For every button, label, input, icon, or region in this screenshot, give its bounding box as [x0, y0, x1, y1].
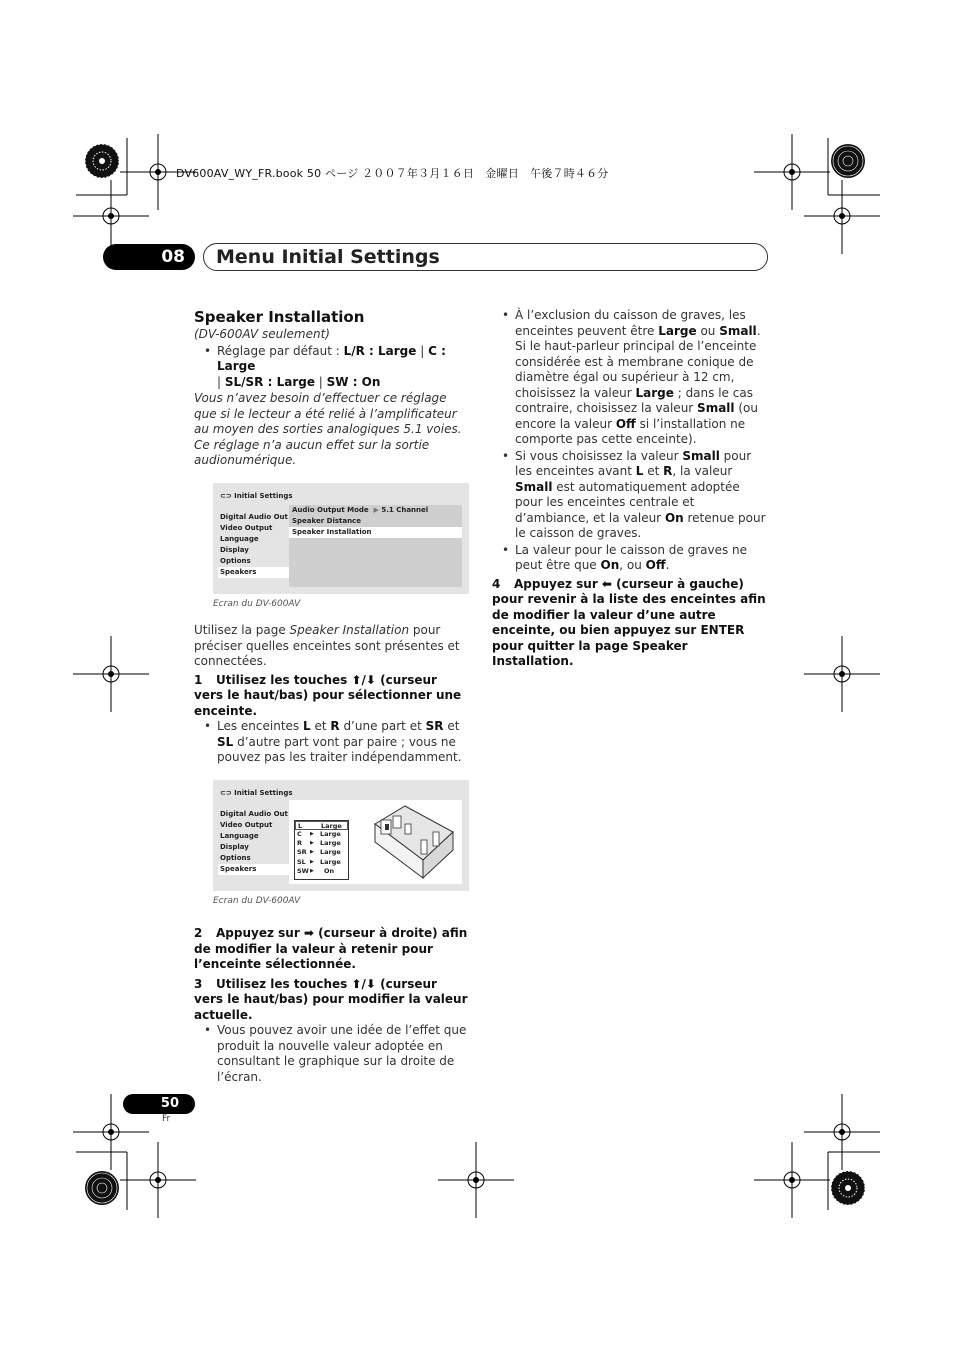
right-column [492, 308, 768, 670]
screen-title: ⊂⊃ Initial Settings [220, 491, 293, 500]
screen-left-menu: Digital Audio Out Video Output Language Display Options Speakers [220, 809, 288, 873]
left-column [194, 308, 470, 1085]
page-language: Fr [162, 1114, 171, 1124]
screen-left-menu: Digital Audio Out Video Output Language Display Options Speakers [220, 512, 288, 576]
speaker-table [294, 820, 349, 880]
speaker-row: SL ▶ Large [297, 857, 341, 866]
speaker-row: R ▶ Large [297, 839, 341, 848]
speaker-installation-panel [289, 800, 462, 884]
section-title: Speaker Installation [194, 308, 365, 326]
arrow-right-icon: ▶ [373, 505, 379, 514]
speaker-row: SW ▶ On [297, 866, 335, 875]
chapter-number: 08 [103, 244, 195, 270]
right-bullet-2: • Si vous choisissez la valeur Small pour les enceintes avant L et R, la valeur Small est automatiquement adoptée pour les enceintes centrale et d’ambiance, et la valeur On retenue pour le caisson de graves. [492, 449, 768, 542]
intro-paragraph: Utilisez la page Speaker Installation pour préciser quelles enceintes sont présentes et connectées. [194, 623, 460, 668]
speaker-row: SR ▶ Large [297, 848, 341, 857]
step1-bullet: • Les enceintes L et R d’une part et SR et SL d’autre part vont par paire ; vous ne pouvez pas les traiter indépendamment. [194, 719, 470, 766]
step-2: 2 Appuyez sur ➡ (curseur à droite) afin de modifier la valeur à retenir pour l’enceinte sélectionnée. [194, 926, 468, 971]
screen-title: ⊂⊃ Initial Settings [220, 788, 293, 797]
step3-bullet: • Vous pouvez avoir une idée de l’effet que produit la nouvelle valeur adoptée en consultant le graphique sur la droite de l’écran. [194, 1023, 470, 1085]
step-3: 3 Utilisez les touches ⬆/⬇ (curseur vers le haut/bas) pour modifier la valeur actuelle. [194, 976, 468, 1022]
disc-icon: ⊂⊃ [220, 788, 232, 797]
page-number: 50 [123, 1094, 195, 1114]
screen2-caption: Ecran du DV-600AV [213, 895, 301, 906]
disc-icon: ⊂⊃ [220, 491, 232, 500]
step-4: 4 Appuyez sur ⬅ (curseur à gauche) pour revenir à la liste des enceintes afin de modifier la valeur d’une autre enceinte, ou bien appuyez sur ENTER pour quitter la page Speaker Installation. [492, 576, 766, 668]
screen-submenu: Audio Output Mode ▶ 5.1 Channel Speaker Distance Speaker Installation [289, 505, 462, 587]
room-diagram-icon [371, 802, 457, 880]
step-1: 1 Utilisez les touches ⬆/⬇ (curseur vers le haut/bas) pour sélectionner une enceinte. [194, 672, 462, 718]
speaker-row: C ▶ Large [297, 829, 341, 838]
speaker-row: L Large [295, 821, 348, 830]
default-setting-bullet: • Réglage par défaut : L/R : Large | C : Large | SL/SR : Large | SW : On [194, 344, 470, 391]
print-header: DV600AV_WY_FR.book 50 ページ ２００７年３月１６日 金曜日 午後７時４６分 [176, 167, 609, 180]
screen-capture-speaker-installation [213, 780, 469, 891]
screen-capture-speaker-menu [213, 483, 469, 594]
note-analog-outputs: Vous n’avez besoin d’effectuer ce réglage que si le lecteur a été relié à l’amplificateur au moyen des sorties analogiques 5.1 voies. [194, 391, 462, 436]
note-digital-output: Ce réglage n’a aucun effet sur la sortie audionumérique. [194, 437, 430, 467]
right-bullet-3: • La valeur pour le caisson de graves ne peut être que On, ou Off. [492, 543, 768, 574]
model-note: (DV-600AV seulement) [194, 327, 330, 341]
chapter-title: Menu Initial Settings [203, 243, 768, 271]
screen1-caption: Ecran du DV-600AV [213, 598, 301, 609]
right-bullet-1: • À l’exclusion du caisson de graves, les enceintes peuvent être Large ou Small. Si le haut-parleur principal de l’enceinte considérée est à membrane conique de diamètre égal ou supérieur à 12 cm, choisissez la valeur Large ; dans le cas contraire, choisissez la valeur Small (ou encore la valeur Off si l’installation ne comporte pas cette enceinte). [492, 308, 768, 448]
